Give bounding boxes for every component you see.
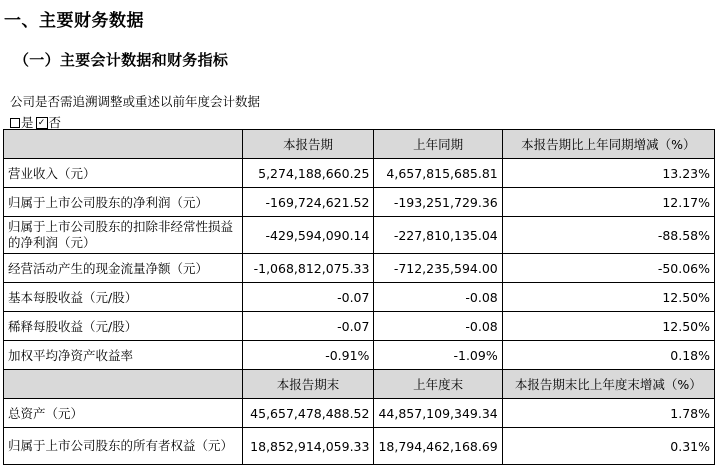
table-cell: -50.06% bbox=[502, 254, 714, 283]
row-label: 总资产（元） bbox=[4, 399, 243, 428]
header-cell: 上年同期 bbox=[374, 130, 502, 159]
row-label: 加权平均净资产收益率 bbox=[4, 341, 243, 370]
table-cell: 5,274,188,660.25 bbox=[242, 159, 374, 188]
table-cell: 12.50% bbox=[502, 312, 714, 341]
table-row bbox=[4, 283, 715, 312]
table-cell: -0.07 bbox=[242, 283, 374, 312]
table-cell: 0.31% bbox=[502, 428, 714, 465]
table-cell: 0.18% bbox=[502, 341, 714, 370]
table-cell: -227,810,135.04 bbox=[374, 217, 502, 254]
table-row bbox=[4, 312, 715, 341]
header-cell bbox=[4, 130, 243, 159]
table-cell: -429,594,090.14 bbox=[242, 217, 374, 254]
financial-data-table bbox=[3, 129, 715, 465]
table-cell: -0.07 bbox=[242, 312, 374, 341]
header-cell: 本报告期比上年同期增减（%） bbox=[502, 130, 714, 159]
row-label: 归属于上市公司股东的扣除非经常性损益的净利润（元） bbox=[4, 217, 243, 254]
table-cell: 13.23% bbox=[502, 159, 714, 188]
table-cell: 4,657,815,685.81 bbox=[374, 159, 502, 188]
yes-checkbox[interactable] bbox=[10, 118, 20, 128]
table-row bbox=[4, 399, 715, 428]
table-cell: -88.58% bbox=[502, 217, 714, 254]
no-label: 否 bbox=[48, 115, 62, 130]
header-cell: 本报告期 bbox=[242, 130, 374, 159]
restate-question: 公司是否需追溯调整或重述以前年度会计数据 bbox=[10, 94, 261, 109]
table-row bbox=[4, 254, 715, 283]
row-label: 归属于上市公司股东的净利润（元） bbox=[4, 188, 243, 217]
no-checkbox-checked[interactable]: ✓ bbox=[36, 117, 48, 129]
table-cell: 44,857,109,349.34 bbox=[374, 399, 502, 428]
table-cell: -0.08 bbox=[374, 312, 502, 341]
yes-label: 是 bbox=[21, 115, 34, 130]
row-label: 经营活动产生的现金流量净额（元） bbox=[4, 254, 243, 283]
row-label: 稀释每股收益（元/股） bbox=[4, 312, 243, 341]
subsection-title: （一）主要会计数据和财务指标 bbox=[14, 51, 229, 69]
header-cell: 上年度末 bbox=[374, 370, 502, 399]
table-cell: 45,657,478,488.52 bbox=[242, 399, 374, 428]
table-row bbox=[4, 159, 715, 188]
table-row bbox=[4, 428, 715, 465]
row-label: 营业收入（元） bbox=[4, 159, 243, 188]
table-cell: -1,068,812,075.33 bbox=[242, 254, 374, 283]
table-row bbox=[4, 217, 715, 254]
table-cell: -169,724,621.52 bbox=[242, 188, 374, 217]
table-cell: 1.78% bbox=[502, 399, 714, 428]
table-cell: -712,235,594.00 bbox=[374, 254, 502, 283]
table-row bbox=[4, 188, 715, 217]
header-cell: 本报告期末 bbox=[242, 370, 374, 399]
table-cell: -0.08 bbox=[374, 283, 502, 312]
header-cell: 本报告期末比上年度末增减（%） bbox=[502, 370, 714, 399]
table-cell: -1.09% bbox=[374, 341, 502, 370]
table-header-row bbox=[4, 370, 715, 399]
table-cell: 12.17% bbox=[502, 188, 714, 217]
table-header-row bbox=[4, 130, 715, 159]
table-cell: -0.91% bbox=[242, 341, 374, 370]
table-row bbox=[4, 341, 715, 370]
table-cell: 18,852,914,059.33 bbox=[242, 428, 374, 465]
section-title: 一、主要财务数据 bbox=[4, 11, 144, 31]
table-cell: -193,251,729.36 bbox=[374, 188, 502, 217]
header-cell bbox=[4, 370, 243, 399]
row-label: 基本每股收益（元/股） bbox=[4, 283, 243, 312]
table-cell: 18,794,462,168.69 bbox=[374, 428, 502, 465]
row-label: 归属于上市公司股东的所有者权益（元） bbox=[4, 428, 243, 465]
table-cell: 12.50% bbox=[502, 283, 714, 312]
